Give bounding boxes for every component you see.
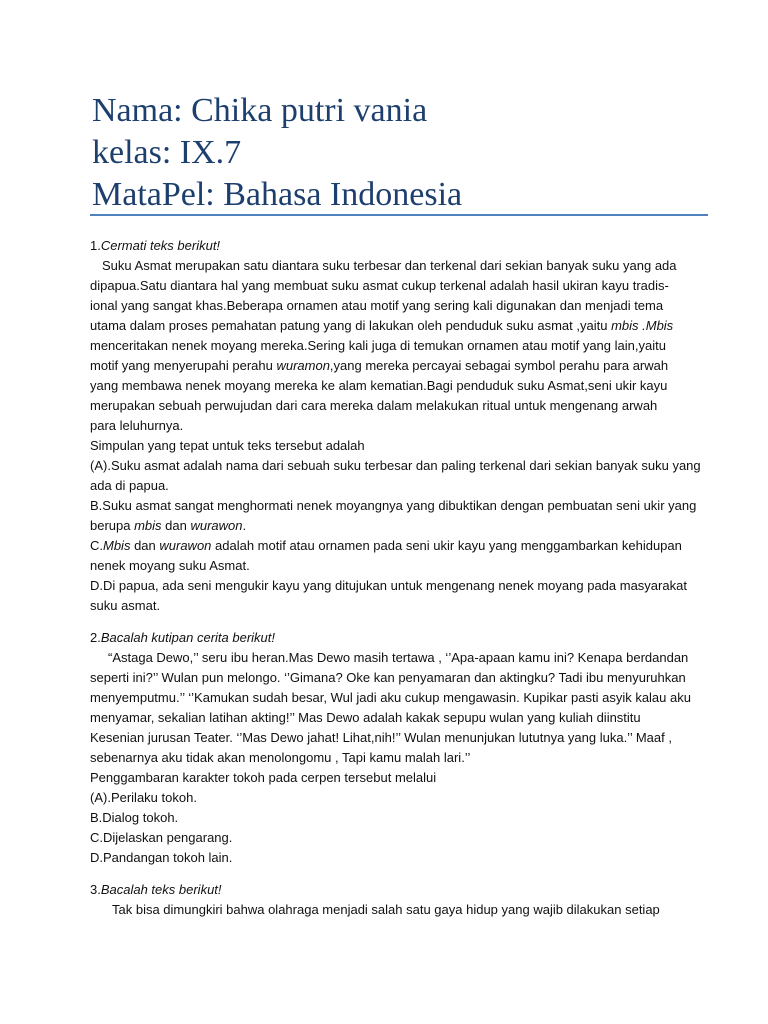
question-1-heading (90, 236, 690, 256)
option-c-cont: nenek moyang suku Asmat. (90, 558, 250, 573)
option-text: dan (161, 518, 191, 533)
passage-line: dipapua.Satu diantara hal yang membuat suku asmat cukup terkenal adalah hasil ukiran kayu tradis- (90, 278, 669, 293)
passage-line: “Astaga Dewo,’’ seru ibu heran.Mas Dewo masih tertawa , ‘’Apa-apaan kamu ini? Kenapa berdandan (108, 650, 689, 665)
option-c (90, 536, 690, 556)
passage-line: Tak bisa dimungkiri bahwa olahraga menjadi salah satu gaya hidup yang wajib dilakukan setiap (112, 902, 660, 917)
option-a: (A).Perilaku tokoh. (90, 790, 197, 805)
student-name: Nama: Chika putri vania (92, 92, 428, 129)
passage-text: utama dalam proses pemahatan patung yang di lakukan oleh penduduk suku asmat ,yaitu (90, 318, 612, 333)
passage-line: Suku Asmat merupakan satu diantara suku terbesar dan terkenal dari sekian banyak suku yang ada (102, 258, 677, 273)
passage-line: para leluhurnya. (90, 418, 184, 433)
title-divider (90, 214, 708, 216)
passage-line: sebenarnya aku tidak akan menolongomu , Tapi kamu malah lari.’’ (90, 750, 471, 765)
document-body (90, 236, 701, 920)
option-text: C. (90, 538, 103, 553)
option-italic: mbis (134, 518, 162, 533)
passage-italic: wuramon (276, 358, 330, 373)
option-text: adalah motif atau ornamen pada seni ukir kayu yang menggambarkan kehidupan (211, 538, 682, 553)
question-number: 3. (90, 882, 101, 897)
option-italic: wurawon (190, 518, 243, 533)
section-gap (90, 868, 690, 880)
passage-line (90, 316, 690, 336)
student-class: kelas: IX.7 (92, 134, 242, 171)
option-text: . (242, 518, 247, 533)
option-b: B.Dialog tokoh. (90, 810, 179, 825)
passage-line (90, 356, 690, 376)
question-number: 2. (90, 630, 101, 645)
option-c: C.Dijelaskan pengarang. (90, 830, 233, 845)
passage-line: seperti ini?’’ Wulan pun melongo. ‘’Gimana? Oke kan penyamaran dan aktingku? Tadi ibu menyuruhkan (90, 670, 686, 685)
passage-text: motif yang menyerupahi perahu (90, 358, 277, 373)
option-a-cont: ada di papua. (90, 478, 169, 493)
option-d: D.Pandangan tokoh lain. (90, 850, 233, 865)
subject-title: MataPel: Bahasa Indonesia (92, 176, 463, 213)
question-instruction: Cermati teks berikut! (100, 238, 221, 253)
question-2-heading (90, 628, 690, 648)
passage-line: yang membawa nenek moyang mereka ke alam kematian.Bagi penduduk suku Asmat,seni ukir kayu (90, 378, 668, 393)
question-3-heading (90, 880, 690, 900)
question-instruction: Bacalah teks berikut! (100, 882, 222, 897)
passage-italic: mbis .Mbis (611, 318, 674, 333)
question-prompt: Simpulan yang tepat untuk teks tersebut adalah (90, 438, 365, 453)
passage-text: ,yang mereka percayai sebagai symbol perahu para arwah (329, 358, 669, 373)
question-instruction: Bacalah kutipan cerita berikut! (100, 630, 275, 645)
option-d-cont: suku asmat. (90, 598, 161, 613)
header-block (92, 90, 712, 216)
passage-line: ional yang sangat khas.Beberapa ornamen atau motif yang sering kali digunakan dan menjadi tema (90, 298, 664, 313)
passage-line: menyemputmu.’’ ‘’Kamukan sudah besar, Wul jadi aku cukup mengawasin. Kupikar pasti asyik kalau aku (90, 690, 691, 705)
option-text: berupa (90, 518, 135, 533)
option-text: dan (130, 538, 160, 553)
passage-line: merupakan sebuah perwujudan dari cara mereka dalam melakukan ritual untuk mengenang arwah (90, 398, 658, 413)
passage-line: menceritakan nenek moyang mereka.Sering kali juga di temukan ornamen atau motif yang lain,yaitu (90, 338, 666, 353)
passage-line: Kesenian jurusan Teater. ‘’Mas Dewo jahat! Lihat,nih!’’ Wulan menunjukan lututnya yang luka.’’ Maaf , (90, 730, 672, 745)
option-d: D.Di papua, ada seni mengukir kayu yang ditujukan untuk mengenang nenek moyang pada masyarakat (90, 578, 687, 593)
question-prompt: Penggambaran karakter tokoh pada cerpen tersebut melalui (90, 770, 437, 785)
option-italic: wurawon (159, 538, 212, 553)
passage-line: menyamar, sekalian latihan akting!’’ Mas Dewo adalah kakak sepupu wulan yang kuliah diinstitu (90, 710, 641, 725)
question-number: 1. (90, 238, 101, 253)
option-b-cont (90, 516, 690, 536)
section-gap (90, 616, 690, 628)
option-a: (A).Suku asmat adalah nama dari sebuah suku terbesar dan paling terkenal dari sekian banyak suku yang (90, 458, 701, 473)
option-b: B.Suku asmat sangat menghormati nenek moyangnya yang dibuktikan dengan pembuatan seni ukir yang (90, 498, 697, 513)
option-italic: Mbis (103, 538, 131, 553)
